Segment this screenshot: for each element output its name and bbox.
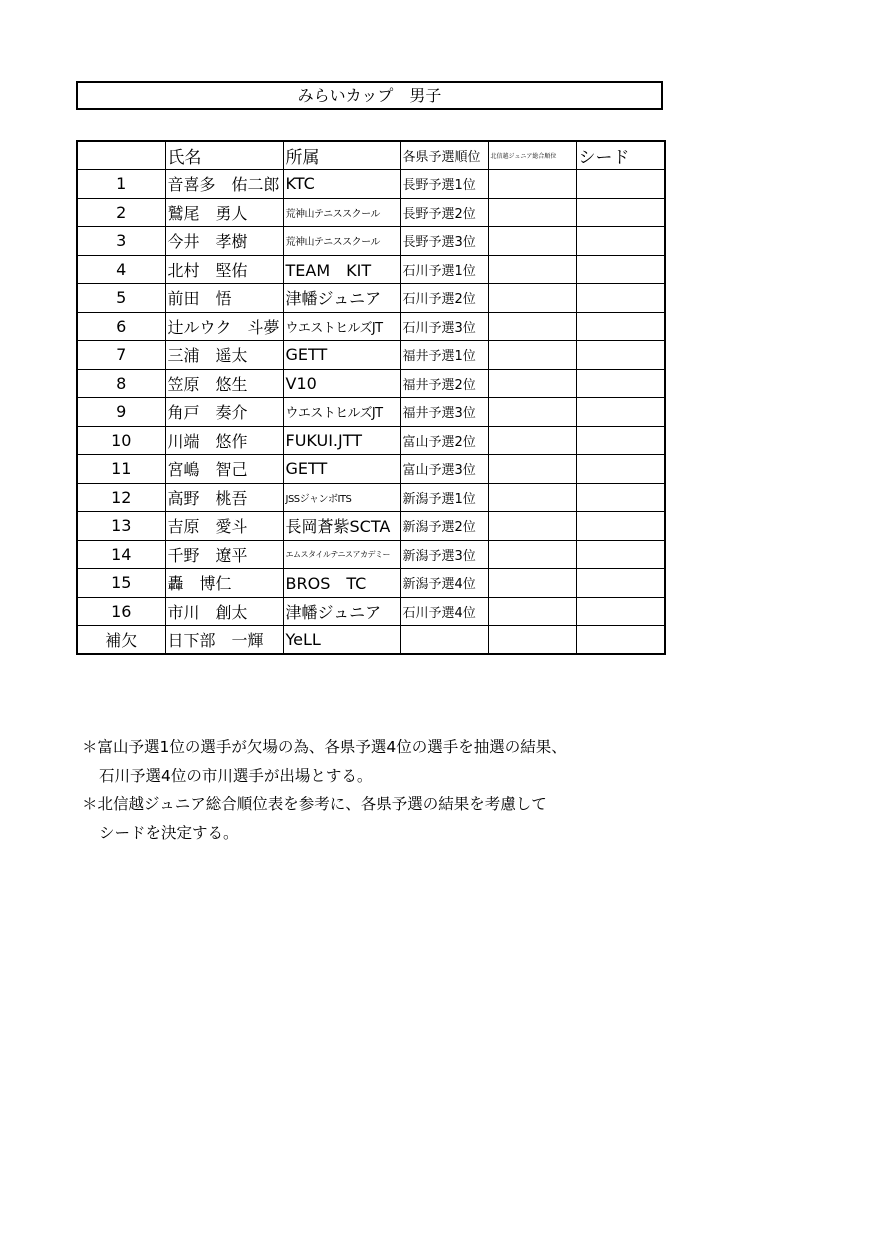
header-team: 所属 [283,141,400,170]
cell-overall-rank [488,626,576,655]
cell-prefecture-rank: 石川予選1位 [400,255,488,284]
cell-overall-rank [488,483,576,512]
cell-overall-rank [488,597,576,626]
cell-prefecture-rank: 長野予選1位 [400,170,488,199]
cell-seed [576,255,665,284]
cell-seed [576,626,665,655]
table-row [77,540,665,569]
cell-player-name: 辻ルウク 斗夢 [165,312,283,341]
roster-table [76,140,666,655]
cell-player-name: 高野 桃吾 [165,483,283,512]
cell-number: 7 [77,341,165,370]
cell-prefecture-rank: 富山予選3位 [400,455,488,484]
table-row [77,626,665,655]
cell-player-name: 宮嶋 智己 [165,455,283,484]
cell-team: 津幡ジュニア [283,284,400,313]
note-line: 石川予選4位の市川選手が出場とする。 [99,766,373,785]
cell-overall-rank [488,569,576,598]
cell-number: 15 [77,569,165,598]
cell-team: 荒神山テニススクール [283,198,400,227]
table-row [77,369,665,398]
table-row [77,198,665,227]
cell-seed [576,540,665,569]
cell-prefecture-rank: 富山予選2位 [400,426,488,455]
cell-number: 8 [77,369,165,398]
cell-number: 6 [77,312,165,341]
cell-seed [576,483,665,512]
cell-player-name: 今井 孝樹 [165,227,283,256]
cell-team: JSSジャンボITS [283,483,400,512]
cell-overall-rank [488,227,576,256]
cell-player-name: 轟 博仁 [165,569,283,598]
table-row [77,512,665,541]
cell-team: YeLL [283,626,400,655]
cell-seed [576,398,665,427]
cell-player-name: 千野 遼平 [165,540,283,569]
table-row [77,569,665,598]
cell-overall-rank [488,284,576,313]
cell-overall-rank [488,255,576,284]
cell-overall-rank [488,341,576,370]
cell-team: ウエストヒルズJT [283,398,400,427]
table-row [77,255,665,284]
cell-prefecture-rank: 石川予選4位 [400,597,488,626]
cell-overall-rank [488,170,576,199]
cell-seed [576,455,665,484]
cell-prefecture-rank [400,626,488,655]
cell-player-name: 北村 堅佑 [165,255,283,284]
cell-team: 荒神山テニススクール [283,227,400,256]
cell-prefecture-rank: 石川予選2位 [400,284,488,313]
note-line: ＊北信越ジュニア総合順位表を参考に、各県予選の結果を考慮して [82,795,547,813]
cell-team: 長岡蒼紫SCTA [283,512,400,541]
cell-player-name: 川端 悠作 [165,426,283,455]
cell-prefecture-rank: 福井予選3位 [400,398,488,427]
cell-number: 14 [77,540,165,569]
table-row [77,398,665,427]
cell-seed [576,512,665,541]
cell-prefecture-rank: 長野予選2位 [400,198,488,227]
cell-team: エムスタイルテニスアカデミー [283,540,400,569]
table-row [77,284,665,313]
cell-number: 2 [77,198,165,227]
table-row [77,341,665,370]
cell-seed [576,170,665,199]
cell-player-name: 笠原 悠生 [165,369,283,398]
cell-seed [576,426,665,455]
cell-team: TEAM KIT [283,255,400,284]
header-number [77,141,165,170]
cell-overall-rank [488,540,576,569]
cell-number: 3 [77,227,165,256]
cell-overall-rank [488,398,576,427]
cell-seed [576,227,665,256]
cell-overall-rank [488,455,576,484]
table-header-row [77,141,665,170]
cell-player-name: 鷲尾 勇人 [165,198,283,227]
table-row [77,597,665,626]
cell-number: 9 [77,398,165,427]
cell-player-name: 角戸 奏介 [165,398,283,427]
cell-team: GETT [283,455,400,484]
cell-prefecture-rank: 新潟予選4位 [400,569,488,598]
cell-prefecture-rank: 新潟予選1位 [400,483,488,512]
cell-overall-rank [488,512,576,541]
cell-number: 補欠 [77,626,165,655]
table-row [77,227,665,256]
cell-seed [576,569,665,598]
cell-overall-rank [488,369,576,398]
cell-seed [576,369,665,398]
note-line: シードを決定する。 [99,823,239,842]
header-prefecture-rank: 各県予選順位 [400,141,488,170]
cell-number: 1 [77,170,165,199]
header-overall-rank: 北信越ジュニア総合順位 [488,141,576,170]
cell-player-name: 日下部 一輝 [165,626,283,655]
cell-prefecture-rank: 新潟予選3位 [400,540,488,569]
cell-team: GETT [283,341,400,370]
cell-overall-rank [488,198,576,227]
cell-number: 12 [77,483,165,512]
cell-number: 4 [77,255,165,284]
notes [82,733,567,847]
cell-team: 津幡ジュニア [283,597,400,626]
cell-seed [576,312,665,341]
cell-overall-rank [488,312,576,341]
cell-player-name: 音喜多 佑二郎 [165,170,283,199]
header-name: 氏名 [165,141,283,170]
page-title: みらいカップ 男子 [76,81,663,110]
table-row [77,426,665,455]
cell-team: FUKUI.JTT [283,426,400,455]
cell-prefecture-rank: 福井予選2位 [400,369,488,398]
cell-prefecture-rank: 長野予選3位 [400,227,488,256]
cell-number: 13 [77,512,165,541]
cell-team: ウエストヒルズJT [283,312,400,341]
cell-team: KTC [283,170,400,199]
cell-seed [576,198,665,227]
note-line: ＊富山予選1位の選手が欠場の為、各県予選4位の選手を抽選の結果、 [82,738,567,756]
cell-player-name: 市川 創太 [165,597,283,626]
note-item [82,733,567,790]
cell-number: 10 [77,426,165,455]
cell-player-name: 吉原 愛斗 [165,512,283,541]
note-item [82,790,567,847]
table-row [77,170,665,199]
cell-overall-rank [488,426,576,455]
cell-seed [576,284,665,313]
cell-number: 5 [77,284,165,313]
header-seed: シード [576,141,665,170]
table-row [77,312,665,341]
table-row [77,455,665,484]
cell-team: BROS TC [283,569,400,598]
cell-seed [576,341,665,370]
cell-player-name: 三浦 遥太 [165,341,283,370]
cell-prefecture-rank: 石川予選3位 [400,312,488,341]
cell-seed [576,597,665,626]
cell-number: 16 [77,597,165,626]
table-row [77,483,665,512]
cell-player-name: 前田 悟 [165,284,283,313]
cell-prefecture-rank: 福井予選1位 [400,341,488,370]
cell-team: V10 [283,369,400,398]
cell-number: 11 [77,455,165,484]
cell-prefecture-rank: 新潟予選2位 [400,512,488,541]
